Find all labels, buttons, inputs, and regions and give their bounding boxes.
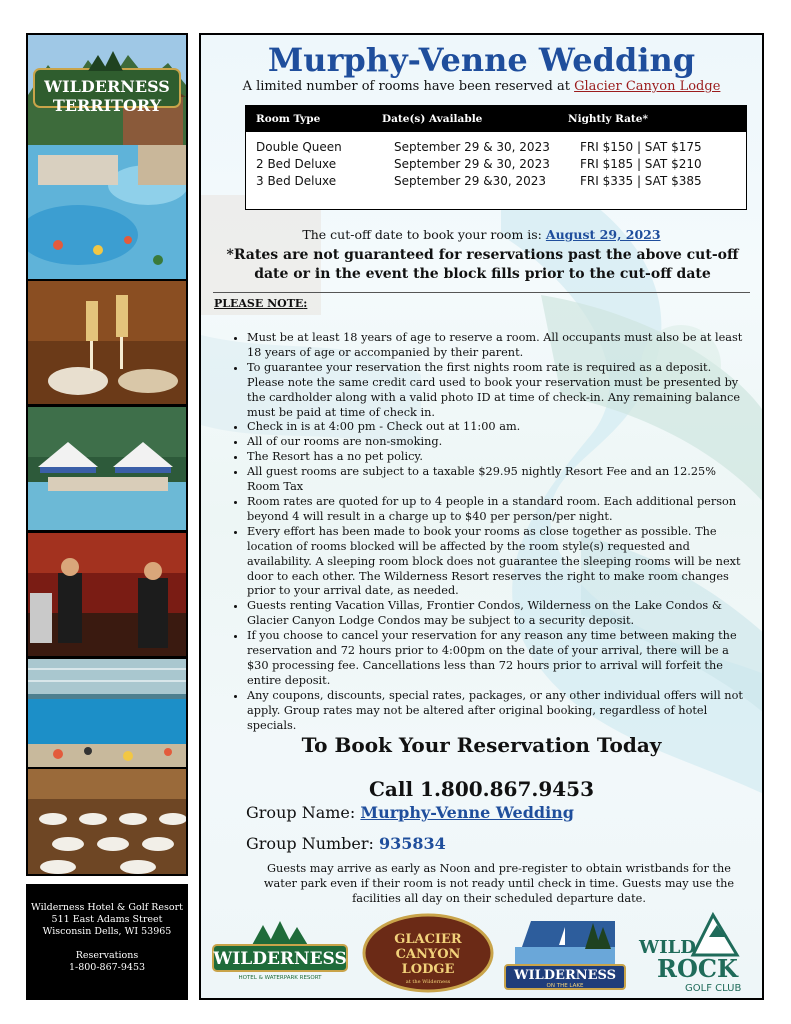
resort-name: Wilderness Hotel & Golf Resort [30, 902, 184, 913]
lake-logo-text: WILDERNESS [513, 968, 617, 983]
subtitle-text: A limited number of rooms have been reserved at [242, 79, 570, 94]
rate-disclaimer: *Rates are not guaranteed for reservations past the above cut-off date or in the event the block fills prior to the cut-off date [226, 247, 739, 282]
please-note-text: PLEASE NOTE [214, 297, 304, 310]
resort-pool-photo [28, 35, 186, 279]
list-item: • The Resort has a no pet policy. [247, 450, 751, 465]
divider [213, 292, 750, 293]
room-type-cell: Double Queen [256, 140, 342, 154]
booking-heading: To Book Your Reservation Today [301, 733, 662, 757]
col-header-dates: Date(s) Available [382, 113, 483, 125]
list-item: • If you choose to cancel your reservation for any reason any time between making the reservation and 72 hours prior to 4:00pm on the date of your arrival, there will be a $30 processing fee. Cancellations less than 72 hours prior to arrival will forfeit the entire deposit. [247, 629, 751, 689]
list-item: • All of our rooms are non-smoking. [247, 435, 751, 450]
group-number-line [246, 834, 446, 853]
list-item: • Every effort has been made to book your rooms as close together as possible. The location of rooms blocked will be affected by the room style(s) requested and availability. A sleeping room block does not guarantee the sleeping rooms will be next door to each other. The Wilderness Resort reserves the right to make room changes prior to your arrival date, as needed. [247, 525, 751, 600]
street-address: 511 East Adams Street [51, 914, 163, 925]
wildrock-logo-golf: GOLF CLUB [685, 983, 742, 994]
please-note-heading: PLEASE NOTE: [214, 297, 308, 310]
group-name-value[interactable]: Murphy-Venne Wedding [360, 803, 574, 822]
wild-rock-golf-logo [637, 911, 759, 995]
dates-cell: September 29 & 30, 2023 [394, 140, 550, 154]
group-name-line [246, 803, 574, 822]
cabana-photo [28, 407, 186, 530]
page-title: Murphy-Venne Wedding [267, 41, 696, 79]
rate-cell: FRI $335 | SAT $385 [580, 174, 702, 188]
glacier-canyon-lodge-logo [361, 913, 495, 993]
rates-table [245, 105, 747, 210]
glacier-logo-line3: LODGE [401, 962, 455, 977]
champagne-photo [28, 281, 186, 404]
rate-cell: FRI $185 | SAT $210 [580, 157, 702, 171]
glacier-logo-line1: GLACIER [394, 932, 462, 947]
wilderness-logo [211, 921, 349, 981]
reservations-phone: 1-800-867-9453 [68, 962, 146, 973]
cutoff-line [201, 227, 762, 242]
group-number-label: Group Number: [246, 834, 374, 853]
col-header-room-type: Room Type [256, 113, 321, 125]
glacier-logo-line2: CANYON [395, 947, 461, 962]
lake-logo-subtext: ON THE LAKE [546, 983, 584, 989]
list-item: • To guarantee your reservation the first nights room rate is required as a deposit. Please note the same credit card used to book your reservation must be presented by the cardholder along with a valid photo ID at time of check-in. Any remaining balance must be paid at time of check in. [247, 361, 751, 421]
group-name-label: Group Name: [246, 803, 356, 822]
room-type-cell: 3 Bed Deluxe [256, 174, 337, 188]
wilderness-territory-logo [34, 77, 180, 115]
photo-column [26, 33, 188, 876]
list-item: • Any coupons, discounts, special rates, packages, or any other individual offers will not apply. Group rates may not be altered after original booking, regardless of hotel specials. [247, 689, 751, 734]
list-item: • Guests renting Vacation Villas, Frontier Condos, Wilderness on the Lake Condos & Glacier Canyon Lodge Condos may be subject to a security deposit. [247, 599, 751, 629]
rates-table-header [246, 106, 746, 132]
list-item: • Room rates are quoted for up to 4 people in a standard room. Each additional person beyond 4 will result in a charge up to $40 per person/per night. [247, 495, 751, 525]
subtitle [201, 79, 762, 94]
dates-cell: September 29 & 30, 2023 [394, 157, 550, 171]
call-phone-number[interactable]: Call 1.800.867.9453 [369, 777, 594, 801]
banquet-photo [28, 769, 186, 874]
notes-list [211, 331, 751, 733]
room-type-cell: 2 Bed Deluxe [256, 157, 337, 171]
wilderness-logo-text: WILDERNESS [213, 949, 347, 969]
cutoff-label: The cut-off date to book your room is: [302, 227, 542, 242]
logo-text: WILDERNESS TERRITORY [44, 77, 170, 115]
wildrock-logo-rock: ROCK [657, 954, 738, 983]
address-box [26, 884, 188, 1000]
bar-photo [28, 533, 186, 656]
main-panel [199, 33, 764, 1000]
dates-cell: September 29 &30, 2023 [394, 174, 547, 188]
col-header-rate: Nightly Rate* [568, 113, 648, 125]
wildrock-logo-wild: WILD [639, 937, 696, 958]
list-item: • Check in is at 4:00 pm - Check out at 11:00 am. [247, 420, 751, 435]
glacier-logo-subtext: at the Wilderness [405, 979, 451, 985]
rate-cell: FRI $150 | SAT $175 [580, 140, 702, 154]
guests-arrival-info: Guests may arrive as early as Noon and pre-register to obtain wristbands for the water park even if their room is not ready until check in time. Guests may use the facilities all day on their scheduled departure date. [263, 862, 735, 905]
city-address: Wisconsin Dells, WI 53965 [42, 926, 172, 937]
indoor-pool-photo [28, 659, 186, 767]
wilderness-on-the-lake-logo [501, 915, 629, 993]
lodge-link[interactable]: Glacier Canyon Lodge [574, 79, 721, 94]
cutoff-date: August 29, 2023 [545, 227, 661, 242]
wilderness-logo-subtext: HOTEL & WATERPARK RESORT [238, 975, 322, 981]
list-item: • All guest rooms are subject to a taxable $29.95 nightly Resort Fee and an 12.25% Room Tax [247, 465, 751, 495]
list-item: • Must be at least 18 years of age to reserve a room. All occupants must also be at least 18 years of age or accompanied by their parent. [247, 331, 751, 361]
reservations-label: Reservations [75, 950, 139, 961]
group-number-value: 935834 [379, 834, 446, 853]
